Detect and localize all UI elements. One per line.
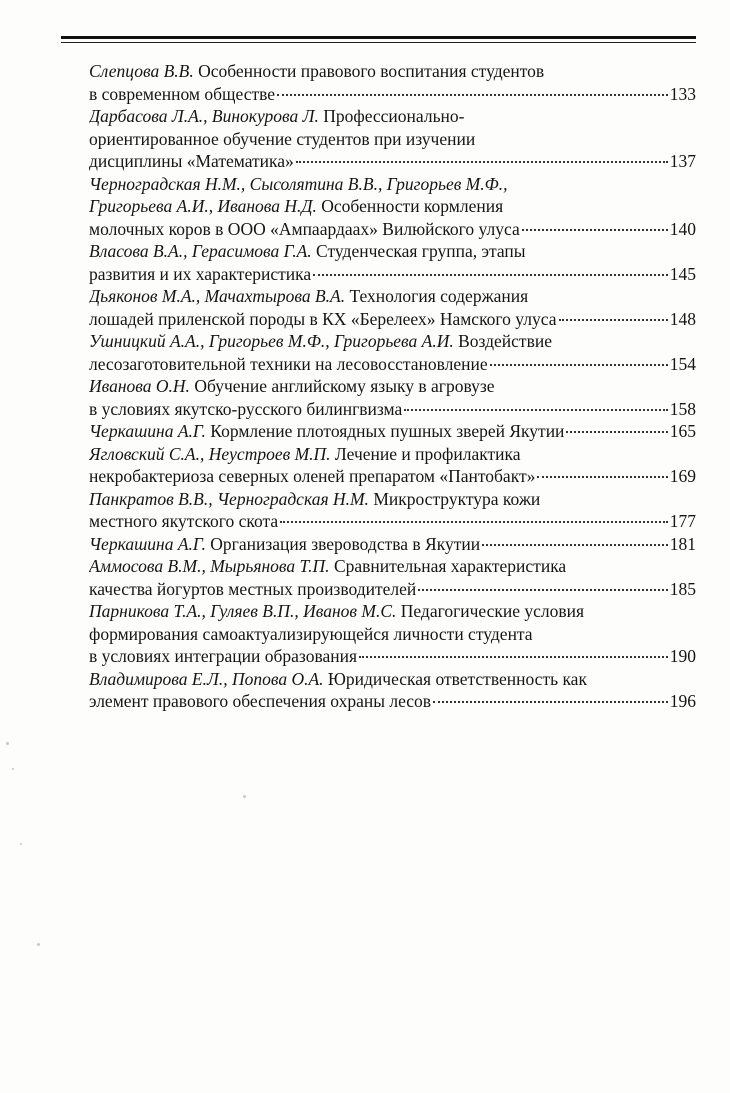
toc-title-line: в условиях интеграции образования: [89, 646, 358, 666]
header-rule-thin: [61, 42, 696, 43]
toc-entry-line: [89, 375, 696, 398]
toc-title-line: Организация звероводства в Якутии: [210, 533, 481, 554]
toc-entry-last-line: [89, 308, 696, 331]
toc-entry-line: [89, 240, 696, 263]
toc-page-number: 145: [669, 263, 696, 284]
toc-page-number: 196: [669, 691, 696, 711]
toc-title-line: ориентированное обучение студентов при изучении: [89, 128, 476, 149]
toc-entry: [89, 330, 696, 375]
scan-speck: [243, 795, 246, 798]
toc-entry: [89, 60, 696, 105]
toc-entry: [89, 420, 696, 443]
toc-entry-line: [89, 443, 696, 466]
toc-title-line: Особенности правового воспитания студентов: [198, 61, 545, 81]
toc-title-line: местного якутского скота: [89, 511, 279, 531]
toc-authors: Григорьева А.И., Иванова Н.Д.: [89, 196, 317, 216]
toc-entry: [89, 555, 696, 600]
toc-title-line: Сравнительная характеристика: [333, 556, 567, 576]
toc-page-number: 148: [669, 308, 696, 329]
toc-title-line: дисциплины «Математика»: [89, 151, 294, 171]
toc-entry-last-line: [89, 398, 696, 421]
toc-title-line: Педагогические условия: [400, 601, 585, 621]
dot-leader: [313, 274, 668, 276]
dot-leader: [522, 229, 668, 231]
toc-entry-line: [89, 600, 696, 623]
toc-page-number: 154: [669, 353, 696, 374]
toc-entry: [89, 375, 696, 420]
toc-entry-last-line: [89, 645, 696, 668]
toc-entry-last-line: [89, 83, 696, 106]
toc-title-line: Воздействие: [458, 331, 552, 351]
toc-authors: Аммосова В.М., Мырьянова Т.П.: [89, 556, 330, 576]
scan-speck: [12, 768, 14, 770]
toc-authors: Дарбасова Л.А., Винокурова Л.: [89, 106, 319, 126]
toc-entry-line: [89, 60, 696, 83]
toc-title-line: Кормление плотоядных пушных зверей Якутии: [210, 421, 565, 441]
toc-page-number: 158: [669, 398, 696, 419]
toc-title-line: формирования самоактуализирующейся личности студента: [89, 623, 533, 644]
toc-entry: [89, 105, 696, 173]
toc-entry: [89, 173, 696, 241]
toc-entry-last-line: [89, 690, 696, 713]
toc-entry-line: [89, 173, 696, 196]
toc-line-text: [89, 263, 311, 286]
dot-leader: [559, 319, 668, 321]
toc-title-line: лесозаготовительной техники на лесовосстановление: [89, 353, 488, 374]
toc-entry-line: [89, 668, 696, 691]
toc-entry-line: [89, 488, 696, 511]
toc-line-text: [89, 645, 357, 668]
toc-title-line: Технология содержания: [349, 286, 529, 306]
dot-leader: [359, 656, 668, 658]
toc-line-text: [89, 398, 402, 421]
toc-entry: [89, 240, 696, 285]
toc-entry-line: [89, 623, 696, 646]
toc-entry-last-line: [89, 510, 696, 533]
scan-speck: [20, 843, 22, 845]
toc-title-line: Обучение английскому языку в агровузе: [194, 376, 495, 396]
toc-title-line: Профессионально-: [323, 106, 465, 126]
toc-authors: Слепцова В.В.: [89, 61, 194, 81]
toc-authors: Черкашина А.Г.: [89, 533, 206, 554]
toc-line-text: [89, 353, 488, 376]
toc-entry: [89, 285, 696, 330]
dot-leader: [418, 589, 667, 591]
toc-line-text: [89, 420, 564, 443]
toc-line-text: [89, 465, 535, 488]
toc-authors: Черкашина А.Г.: [89, 421, 206, 441]
scan-speck: [6, 742, 9, 745]
toc-authors: Черноградская Н.М., Сысолятина В.В., Григорьев М.Ф.,: [89, 173, 508, 194]
toc-entry-last-line: [89, 578, 696, 601]
toc-title-line: лошадей приленской породы в КХ «Берелеех» Намского улуса: [89, 308, 557, 329]
toc-line-text: [89, 510, 278, 533]
toc-authors: Владимирова Е.Л., Попова О.А.: [89, 668, 324, 689]
toc-title-line: в условиях якутско-русского билингвизма: [89, 398, 403, 419]
toc-line-text: [89, 83, 275, 106]
toc-entry-last-line: [89, 263, 696, 286]
toc-entry-last-line: [89, 353, 696, 376]
toc-entry-line: [89, 105, 696, 128]
header-rule-thick: [61, 36, 696, 39]
dot-leader: [566, 431, 667, 433]
toc-entry: [89, 533, 696, 556]
toc-entry-last-line: [89, 218, 696, 241]
toc-line-text: [89, 690, 431, 713]
toc-authors: Ушницкий А.А., Григорьев М.Ф., Григорьева А.И.: [89, 331, 454, 351]
dot-leader: [277, 94, 668, 96]
scan-speck: [37, 943, 40, 946]
toc-line-text: [89, 308, 557, 331]
dot-leader: [296, 161, 668, 163]
toc-title-line: некробактериоза северных оленей препаратом «Пантобакт»: [89, 466, 536, 486]
toc-page-number: 169: [669, 466, 696, 486]
dot-leader: [482, 544, 668, 546]
toc-title-line: Юридическая ответственность как: [327, 668, 587, 689]
toc-line-text: [89, 578, 416, 601]
toc-title-line: молочных коров в ООО «Ампаардаах» Вилюйского улуса: [89, 218, 520, 239]
toc-page-number: 177: [669, 511, 696, 531]
toc-entry-line: [89, 285, 696, 308]
toc-entry-last-line: [89, 533, 696, 556]
toc-title-line: Особенности кормления: [321, 196, 504, 216]
toc-page-number: 181: [669, 533, 696, 554]
toc-page-number: 140: [669, 218, 696, 239]
toc-title-line: качества йогуртов местных производителей: [89, 578, 417, 599]
toc-page-number: 185: [669, 578, 696, 599]
dot-leader: [433, 701, 668, 703]
toc-authors: Власова В.А., Герасимова Г.А.: [89, 241, 312, 261]
toc-page-number: 137: [669, 151, 696, 171]
toc-entry-line: [89, 128, 696, 151]
toc-title-line: Микроструктура кожи: [373, 488, 541, 509]
toc-page-number: 133: [669, 83, 696, 104]
toc-entry-line: [89, 555, 696, 578]
dot-leader: [537, 476, 667, 478]
toc-authors: Дьяконов М.А., Мачахтырова В.А.: [89, 286, 346, 306]
toc-title-line: элемент правового обеспечения охраны лесов: [89, 691, 432, 711]
toc-title-line: развития и их характеристика: [89, 263, 312, 284]
toc-entry: [89, 488, 696, 533]
toc-entry-line: [89, 195, 696, 218]
toc-entry-last-line: [89, 150, 696, 173]
toc-line-text: [89, 150, 294, 173]
toc-entry-line: [89, 330, 696, 353]
toc-line-text: [89, 218, 520, 241]
toc-title-line: Лечение и профилактика: [334, 443, 521, 464]
toc-title-line: в современном обществе: [89, 83, 276, 104]
toc-authors: Иванова О.Н.: [89, 376, 190, 396]
toc-entry-last-line: [89, 420, 696, 443]
toc-entry: [89, 600, 696, 668]
toc-page-number: 190: [669, 646, 696, 666]
toc-authors: Панкратов В.В., Черноградская Н.М.: [89, 488, 369, 509]
table-of-contents: [89, 60, 696, 713]
toc-authors: Парникова Т.А., Гуляев В.П., Иванов М.С.: [89, 601, 397, 621]
dot-leader: [280, 521, 668, 523]
dot-leader: [404, 409, 667, 411]
toc-authors: Ягловский С.А., Неустроев М.П.: [89, 443, 331, 464]
toc-line-text: [89, 533, 480, 556]
toc-title-line: Студенческая группа, этапы: [316, 241, 526, 261]
toc-entry-last-line: [89, 465, 696, 488]
toc-page-number: 165: [669, 421, 696, 441]
dot-leader: [490, 364, 668, 366]
toc-entry: [89, 443, 696, 488]
toc-entry: [89, 668, 696, 713]
